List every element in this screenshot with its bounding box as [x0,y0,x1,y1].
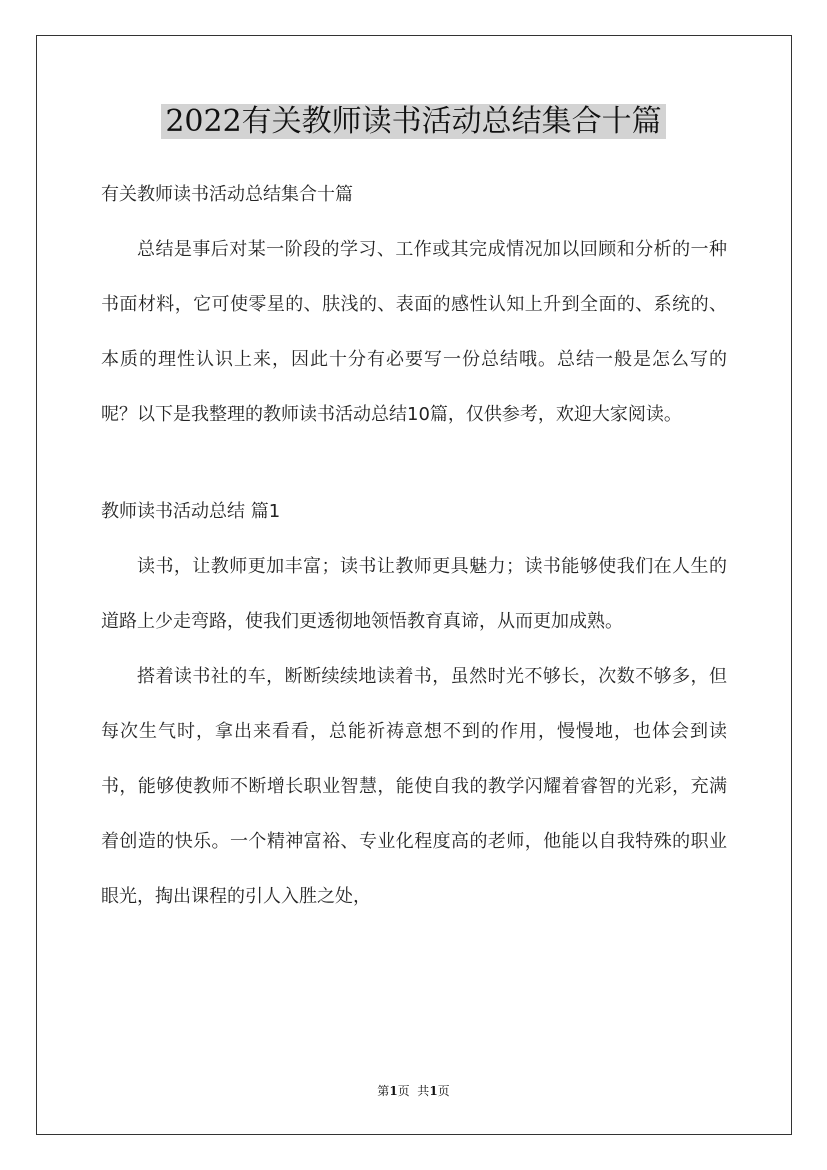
footer-page-current: 1 [389,1084,398,1098]
section-heading: 教师读书活动总结 篇1 [101,501,281,522]
footer-page-total: 1 [429,1084,438,1098]
footer-suffix: 页 [437,1084,450,1098]
title-text: 2022有关教师读书活动总结集合十篇 [161,104,665,139]
body-paragraph-2: 搭着读书社的车，断断续续地读着书，虽然时光不够长，次数不够多，但每次生气时，拿出来看看，总能祈祷意想不到的作用，慢慢地，也体会到读书，能够使教师不断增长职业智慧，能使自我的教学闪耀着睿智的光彩，充满着创造的快乐。一个精神富裕、专业化程度高的老师，他能以自我特殊的职业眼光，掏出课程的引人入胜之处， [101,666,727,907]
document-body [101,167,727,924]
page-footer [0,1082,827,1099]
subtitle: 有关教师读书活动总结集合十篇 [101,184,353,205]
section-gap [101,442,727,484]
footer-mid: 页 共 [397,1084,430,1098]
intro-paragraph: 总结是事后对某一阶段的学习、工作或其完成情况加以回顾和分析的一种书面材料，它可使零星的、肤浅的、表面的感性认知上升到全面的、系统的、本质的理性认识上来，因此十分有必要写一份总结哦。总结一般是怎么写的呢？以下是我整理的教师读书活动总结10篇，仅供参考，欢迎大家阅读。 [101,239,727,425]
document-title [0,100,827,144]
footer-prefix: 第 [377,1084,390,1098]
body-paragraph-1: 读书，让教师更加丰富；读书让教师更具魅力；读书能够使我们在人生的道路上少走弯路，使我们更透彻地领悟教育真谛，从而更加成熟。 [101,556,727,632]
